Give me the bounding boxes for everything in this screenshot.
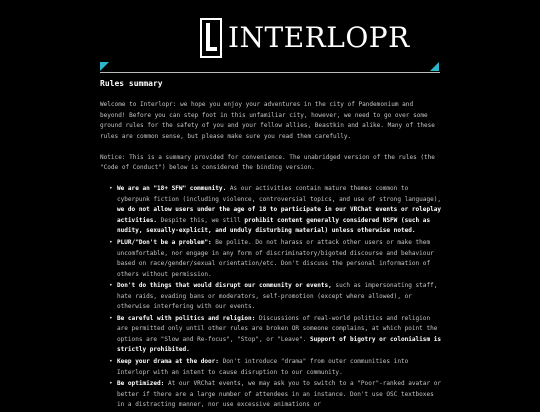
rule-item: • Be optimized: At our VRChat events, we may ask you to switch to a "Poor"-ranked avatar or better if there are a large number of attendees in an instance. Don't use OSC textboxes in a distracting manner, nor use excessive animations or: [117, 379, 442, 411]
rule-item: • Keep your drama at the door: Don't introduce "drama" from outer communities into Interlopr with an intent to cause disruption to our community.: [117, 357, 442, 378]
rules-content: [100, 78, 442, 412]
rule-item: • Don't do things that would disrupt our community or events, such as impersonating staff, hate raids, evading bans or moderators, self-promotion (except where allowed), or otherwise interfering with our events.: [117, 281, 442, 313]
notice-paragraph: Notice: This is a summary provided for convenience. The unabridged version of the rules (the "Code of Conduct") below is considered the binding version.: [100, 153, 435, 172]
rule-item: • Be careful with politics and religion: Discussions of real-world politics and religion are permitted only until other rules are broken OR someone complains, at which point the options are "Slow and Re-focus", "Stop", or "Leave". Support of bigotry or colonialism is strictly prohibited.: [117, 314, 442, 356]
brand-logo: [200, 16, 410, 60]
section-title: Rules summary: [100, 79, 163, 88]
corner-accent-icon: [430, 62, 439, 71]
logo-mark-icon: [200, 18, 222, 58]
rules-list: [100, 184, 442, 410]
corner-accent-icon: [100, 62, 109, 71]
rule-item: • PLUR/"Don't be a problem": Be polite. Do not harass or attack other users or make them uncomfortable, nor engage in any form of discriminatory/bigoted discourse and behaviour based on race/gender/sexual orientation/etc. Don't discuss the personal information of others without permission.: [117, 238, 442, 280]
brand-name: INTERLOPR: [228, 21, 410, 54]
header-divider: [100, 72, 440, 73]
rule-item: • We are an "18+ SFW" community. As our activities contain mature themes common to cyberpunk fiction (including violence, controversial topics, and use of strong language), we do not allow users under the age of 18 to participate in our VRChat events or roleplay activities. Despite this, we still prohibit content generally considered NSFW (such as nudity, sexually-explicit, and unduly disturbing material) unless otherwise noted.: [117, 184, 442, 237]
intro-paragraph: Welcome to Interlopr: we hope you enjoy your adventures in the city of Pandemonium and beyond! Before you can step foot in this unfamiliar city, however, we need to go over some ground rules for the safety of you and your fellow allies, Beastkin and alike. Many of these rules are common sense, but please make sure you read them carefully.: [100, 101, 435, 140]
